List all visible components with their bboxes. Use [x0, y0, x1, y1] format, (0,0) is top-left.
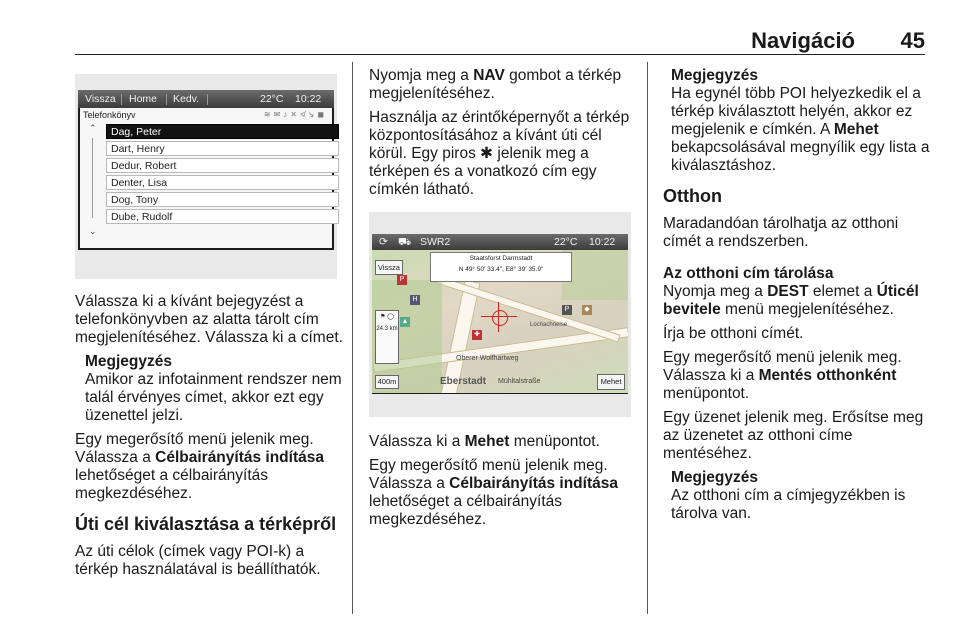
paragraph: Írja be otthoni címét. — [663, 325, 804, 342]
temperature: 22°C — [260, 93, 284, 105]
station-name: SWR2 — [420, 236, 451, 248]
paragraph: Az úti célok (címek vagy POI-k) a térkép használatával is beállíthatók. — [75, 543, 321, 578]
column-divider — [352, 62, 353, 614]
poi-icon[interactable]: ▲ — [401, 318, 409, 325]
clock: 10:22 — [589, 236, 616, 248]
paragraph: Egy megerősítő menü jelenik meg. Válassza a Célbairányítás indítása lehetőséget a célbairányítás megkezdéséhez. — [369, 457, 618, 528]
tab-home[interactable]: Home — [129, 93, 158, 105]
scroll-down-icon[interactable]: ⌄ — [89, 226, 97, 236]
poi-icon[interactable]: H — [410, 295, 420, 305]
distance-label: 24.3 km — [376, 326, 398, 332]
column-3 — [663, 67, 931, 529]
page-number: 45 — [900, 28, 925, 53]
phonebook-title: Telefonkönyv — [83, 110, 136, 120]
paragraph: Válassza ki a kívánt bejegyzést a telefonkönyvben az alatta tárolt cím megjelenítéséhez. Válassza ki a címet. — [75, 293, 343, 346]
paragraph: Válassza ki a Mehet menüpontot. — [369, 433, 600, 450]
contact-item[interactable]: Dog, Tony — [106, 192, 339, 207]
section-heading: Úti cél kiválasztása a térképről — [75, 514, 337, 534]
poi-icon[interactable]: P — [562, 305, 572, 315]
page-title: Navigáció — [751, 28, 855, 53]
phonebook-content — [80, 108, 332, 248]
poi-icon[interactable]: ◆ — [582, 305, 592, 315]
note — [75, 353, 343, 425]
paragraph: Nyomja meg a NAV gombot a térkép megjelenítéséhez. — [369, 67, 622, 102]
page-header — [75, 18, 925, 55]
street-label: Oberer Wolfhartweg — [456, 355, 519, 362]
paragraph: Maradandóan tárolhatja az otthoni címét a rendszerben. — [663, 215, 899, 250]
contact-item[interactable]: Dag, Peter — [106, 124, 339, 139]
phonebook-screen — [78, 90, 334, 250]
note-text: Az otthoni cím a címjegyzékben is tárolva van. — [671, 487, 906, 522]
column-2-bottom — [369, 433, 637, 535]
scroll-up-icon[interactable]: ⌃ — [89, 123, 97, 133]
note-title: Megjegyzés — [671, 469, 759, 486]
contact-item[interactable]: Denter, Lisa — [106, 175, 339, 190]
column-divider — [647, 62, 648, 614]
phonebook-figure — [75, 74, 337, 279]
popup-coords: N 49° 50' 33.4", E8° 39' 35.9" — [458, 266, 544, 273]
refresh-icon[interactable]: ⟳ — [379, 236, 388, 248]
note-text: Amikor az infotainment rendszer nem talál érvényes címet, akkor ezt egy üzenettel jelzi. — [85, 371, 342, 424]
section-heading: Otthon — [663, 186, 722, 206]
car-icon: ⛟ — [398, 236, 412, 248]
note — [663, 469, 931, 523]
paragraph: Nyomja meg a DEST elemet a Úticél bevitele menü megjelenítéséhez. — [663, 283, 919, 318]
paragraph: Használja az érintőképernyőt a térkép központosításához a kívánt úti cél körül. Egy piros ✱ jelenik meg a térképen és a vonatkozó cím egy címkén látható. — [369, 109, 630, 198]
address-popup — [430, 252, 572, 282]
street-label: Lochachneise — [530, 322, 568, 328]
scale-button[interactable]: 400m — [375, 375, 399, 389]
clock: 10:22 — [295, 93, 322, 105]
note-title: Megjegyzés — [671, 67, 759, 84]
scrollbar[interactable] — [92, 138, 93, 218]
note-text: Ha egynél több POI helyezkedik el a térkép kiválasztott helyén, akkor ez megjelenik e címkén. A Mehet bekapcsolásával megnyílik egy lista a kiválasztáshoz. — [671, 85, 930, 174]
map-view[interactable] — [372, 250, 628, 393]
tab-back[interactable]: Vissza — [85, 93, 116, 105]
map-figure — [369, 212, 631, 417]
tab-favorites[interactable]: Kedv. — [173, 93, 200, 105]
popup-title: Staatsforst Darmstadt — [469, 255, 533, 262]
note — [663, 67, 931, 175]
note-title: Megjegyzés — [85, 353, 173, 370]
paragraph: Egy megerősítő menü jelenik meg. Válassza ki a Mentés otthonként menüpontot. — [663, 349, 902, 402]
target-crosshair-icon — [492, 310, 508, 326]
column-2-top — [369, 67, 637, 205]
status-icons: ≋✉♪✕≮↘◼ — [263, 110, 327, 119]
subsection-heading: Az otthoni cím tárolása — [663, 265, 834, 282]
flag-icon: ⚑ ◯ — [380, 314, 394, 320]
paragraph: Egy üzenet jelenik meg. Erősítse meg az üzenetet az otthoni címe mentéséhez. — [663, 409, 924, 462]
back-button[interactable]: Vissza — [375, 260, 403, 275]
route-info-panel[interactable] — [375, 310, 399, 364]
paragraph: Egy megerősítő menü jelenik meg. Válassza a Célbairányítás indítása lehetőséget a célbairányítás megkezdéséhez. — [75, 431, 324, 502]
map-screen — [372, 234, 628, 394]
contact-item[interactable]: Dart, Henry — [106, 141, 339, 156]
poi-icon[interactable]: ✚ — [472, 330, 482, 340]
street-label: Eberstadt — [440, 376, 487, 387]
poi-icon[interactable]: P — [397, 275, 407, 285]
go-button[interactable]: Mehet — [597, 374, 625, 390]
screen-topbar — [372, 234, 628, 250]
street-label: Mühltalstraße — [498, 378, 541, 385]
column-1 — [75, 293, 343, 585]
temperature: 22°C — [554, 236, 578, 248]
screen-topbar — [78, 90, 334, 108]
contact-item[interactable]: Dube, Rudolf — [106, 209, 339, 224]
contact-item[interactable]: Dedur, Robert — [106, 158, 339, 173]
